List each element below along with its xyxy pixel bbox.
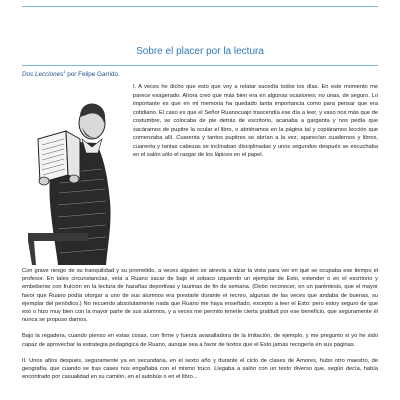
paragraph-4: II. Unos años después, seguramente ya en secundaria, en el sexto año y durante el ciclo de clases de Amores, hubo otro maestro, de geografía, que cuando se tras cases nos engañaba con el mismo truco. Llegaba a salón con un texto diverso que, según decía, había encontrado por casualidad en su camión, en el autobús o en el libro... <box>22 357 378 381</box>
author-name: por Felipe Garrido. <box>67 71 120 79</box>
top-rule <box>22 6 378 7</box>
reader-illustration <box>22 83 126 266</box>
article-title: Sobre el placer por la lectura <box>136 46 264 57</box>
intro-column <box>133 83 378 160</box>
author-line <box>22 69 362 78</box>
series-name: Dos Lecciones <box>22 71 64 79</box>
title-rule <box>22 65 378 66</box>
paragraph-3: Bajo la regadera, cuando pienso en estas cosas, con firme y fuerza avasalladora de la imitación, de ejemplo, y me pregunto si yo he sido capaz de aprovechar la estrategia pedagógica de Ruano, aunque sea a favor de textos que el Esto jamás recogería en sus páginas. <box>22 333 378 348</box>
paragraph-1: I. A veces he dicho que esto que voy a relatar sucedía todos los días. En este momento me parece exagerado. Ahora creo que más bien era en algunas ocasiones; no unas, de seguro. Lo importante es que en mi memoria ha quedado tanta importancia como para pensar que era cotidiano. El caso es que el Señor Ruanocuajo trascendía ese día a leer, y vaso nos más que de costumbre, se colocaba de pie detrás de escritorio, acariaba a garganta y nos pedía que sacáramos de pupitre la ocular el libro, o abriéramos en la página tal y copiáramos lección que comenzaba allí. Cuarenta y tantos pupitres se abrían a la vez, aparecían cuadernos y libros, cuarenta y tantas cabezas se inclinaban disciplinadas y unos segundos después se escuchaba en el salón sólo el rasgar de los lápices en el papel. <box>133 84 378 158</box>
paragraph-2: Con grave riesgo de su tranquilidad y su prometido, a veces alguien se atrevía a alzar la vista para ver en qué se ocupaba ese tiempo el profesor. En tales circunstancias, veía a Ruano sacar de bajo el sobaco izquierdo un ejemplar de Esto, extender o en el escritorio y embeberse con fruición en la lectura de hazañas deportivas y taurinas de fin de semana. (Debo reconocer, en un paréntesis, que el mayor favor que Ruano podía otorgar a uno de sus alumnos era prestarle durante el recreo, algunas de las veces que andaba de buenas, su ejemplar del periódico.) No recuerdo absolutamente nada que Ruano me haya enseñado, excepto a leer el Esto: pero estoy seguro de que eso o hizo muy bien con la mayor parte de sus alumnos, y a veces me permito tenerle cierta gratitud por ese beneficio, que seguramente él nunca se propuso darnos. <box>22 268 378 324</box>
body-column <box>22 267 378 389</box>
footnote-marker: 1 <box>63 69 66 74</box>
